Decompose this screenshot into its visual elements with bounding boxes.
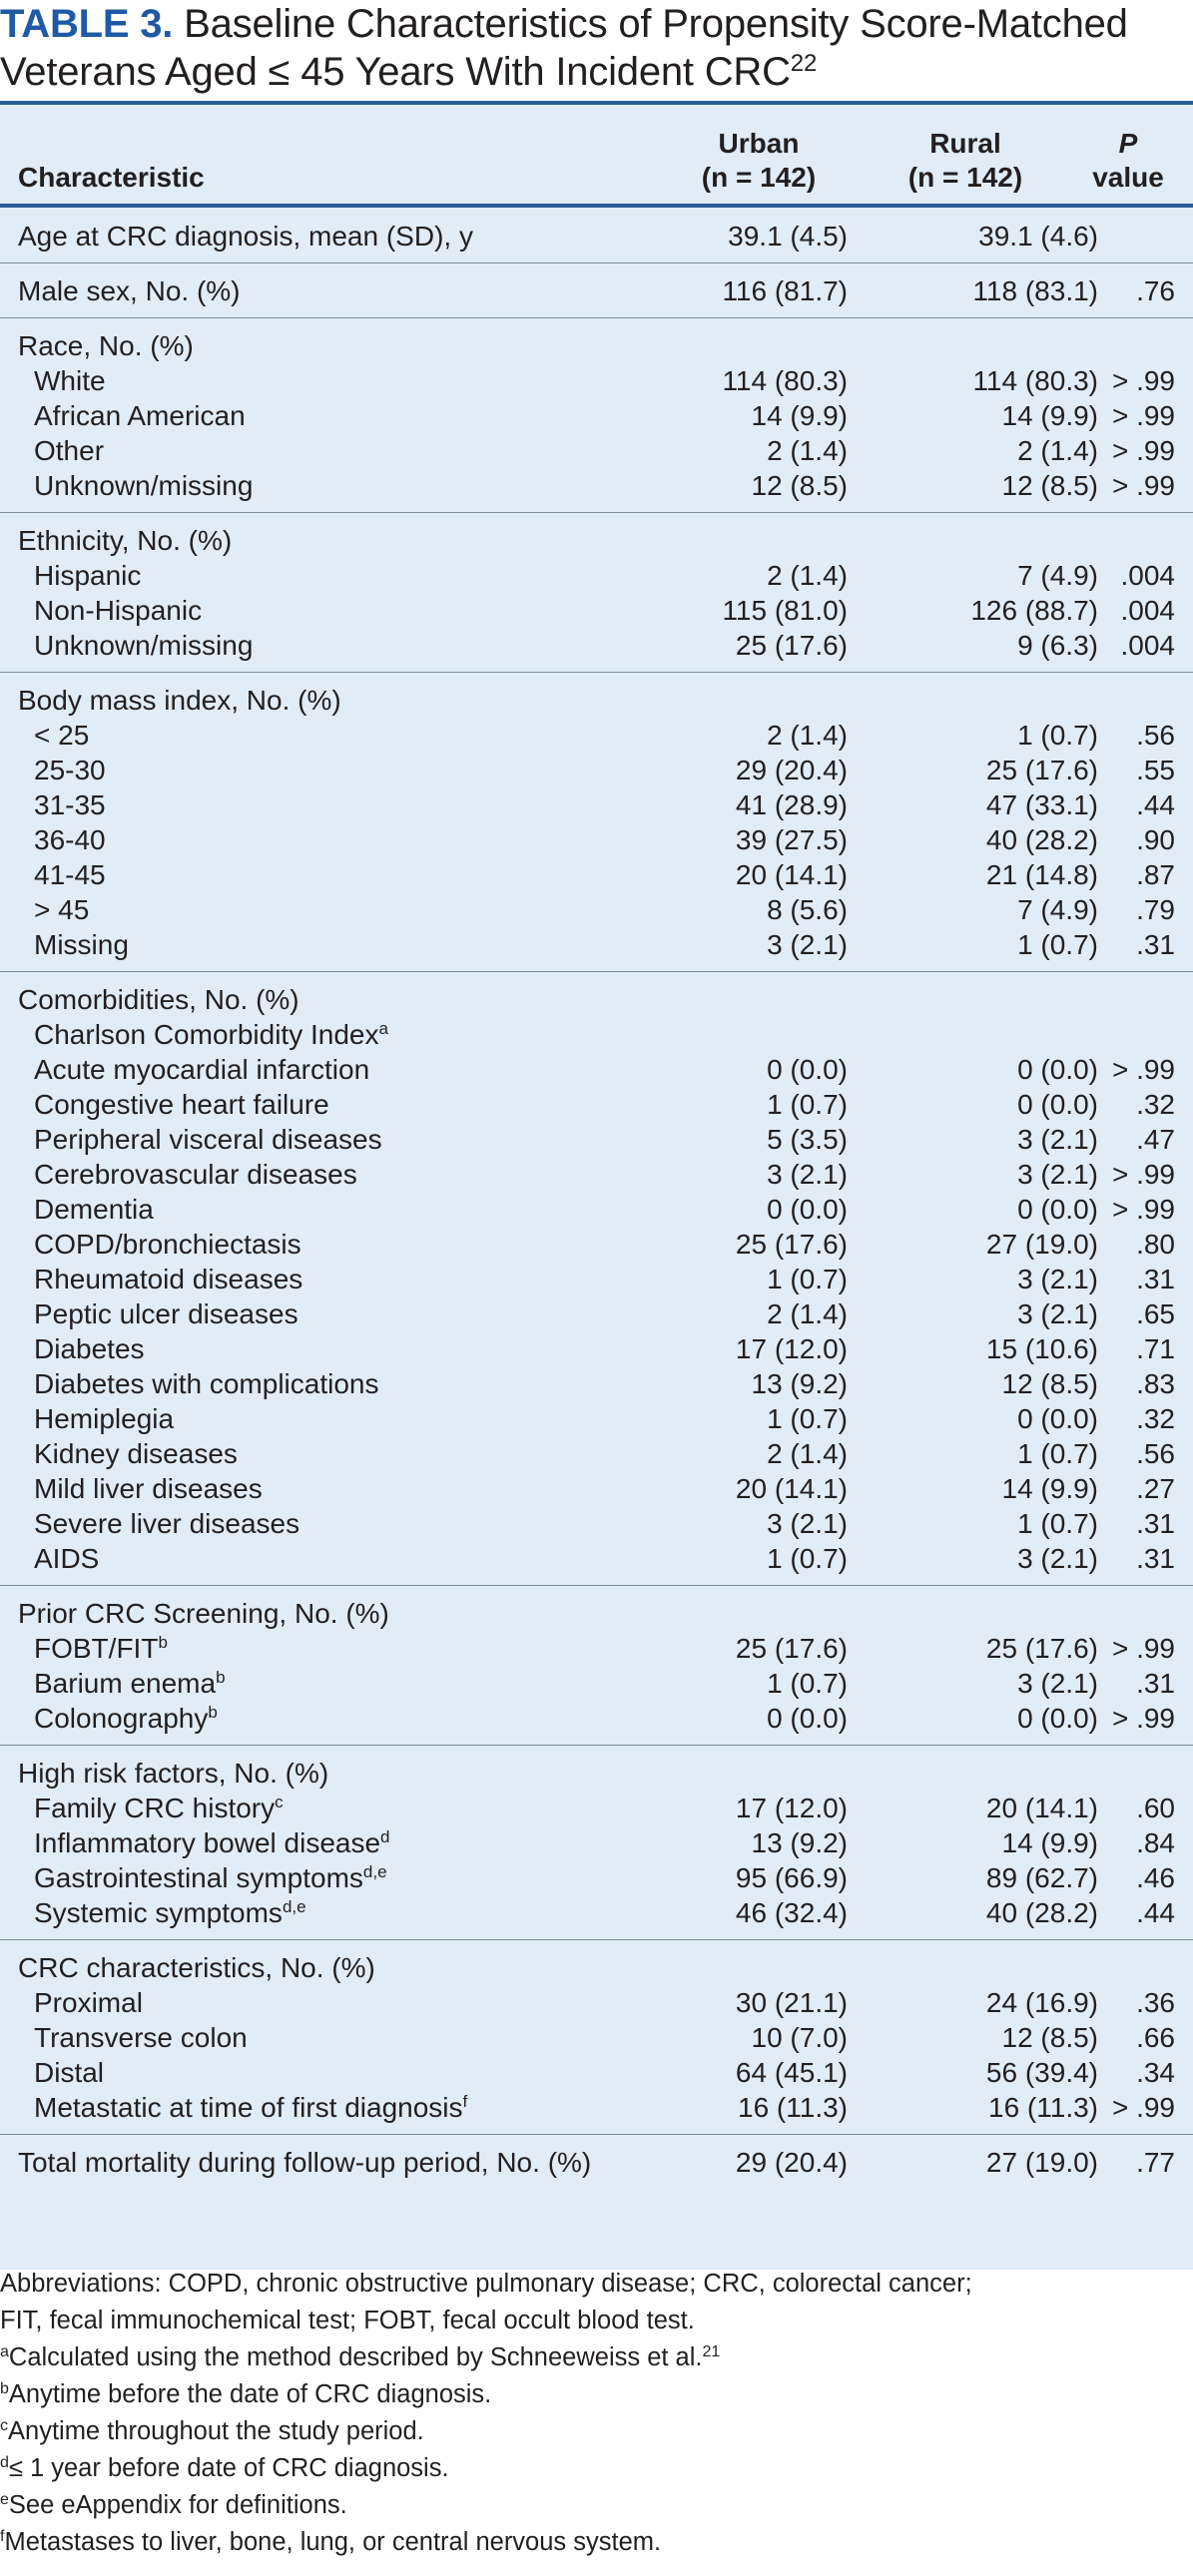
table-row [0, 1541, 1193, 1576]
row-label: Acute myocardial infarction [34, 1054, 370, 1085]
p-value: .56 [1136, 720, 1175, 751]
header-rural-label: Rural [929, 128, 1001, 159]
rural-value: 40 (28.2) [985, 1897, 1098, 1928]
rural-value: 2 (1.4) [1017, 435, 1098, 466]
urban-value: 2 (1.4) [767, 560, 848, 591]
rural-value: 39.1 (4.6) [978, 221, 1098, 252]
table-row [0, 892, 1193, 927]
urban-value: 0 (0.0) [767, 1703, 848, 1734]
table-section [0, 208, 1193, 263]
rural-value: 3 (2.1) [1017, 1159, 1098, 1190]
rural-value: 0 (0.0) [1017, 1403, 1098, 1434]
urban-value: 41 (28.9) [735, 789, 848, 820]
row-label: Gastrointestinal symptoms$^{d,e}$ [34, 1862, 387, 1893]
rural-value: 114 (80.3) [972, 365, 1098, 396]
urban-value: 95 (66.9) [735, 1862, 848, 1893]
urban-value: 12 (8.5) [751, 470, 848, 501]
table-row [0, 628, 1193, 663]
row-label: Prior CRC Screening, No. (%) [18, 1598, 389, 1629]
rural-value: 12 (8.5) [1001, 1368, 1098, 1399]
row-label: 41-45 [34, 859, 106, 890]
table-row [0, 1436, 1193, 1471]
footnote-mark: d [0, 2454, 9, 2471]
data-table [0, 101, 1193, 2270]
p-value: .27 [1136, 1473, 1175, 1504]
rural-value: 89 (62.7) [985, 1862, 1098, 1893]
table-row [0, 1122, 1193, 1157]
footnote [0, 2413, 1193, 2450]
urban-value: 2 (1.4) [767, 1438, 848, 1469]
urban-value: 1 (0.7) [767, 1264, 848, 1294]
p-value: .44 [1136, 789, 1175, 820]
row-label: Body mass index, No. (%) [18, 685, 341, 716]
p-value: > .99 [1111, 365, 1175, 396]
row-label: Severe liver diseases [34, 1508, 300, 1539]
urban-value: 0 (0.0) [767, 1054, 848, 1085]
urban-value: 10 (7.0) [751, 2022, 848, 2053]
urban-value: 20 (14.1) [735, 859, 848, 890]
p-value: .80 [1136, 1229, 1175, 1260]
header-urban-n: (n = 142) [701, 162, 817, 193]
urban-value: 29 (20.4) [735, 755, 848, 785]
table-row [0, 2055, 1193, 2090]
footnote-text: Metastases to liver, bone, lung, or central nervous system. [4, 2528, 662, 2556]
table-row [0, 1950, 1193, 1985]
urban-value: 116 (81.7) [722, 275, 848, 306]
p-value: .87 [1136, 859, 1175, 890]
p-value: .76 [1136, 275, 1175, 306]
p-value: .34 [1136, 2057, 1175, 2088]
row-footnote-mark: d,e [282, 1897, 306, 1916]
urban-value: 3 (2.1) [767, 929, 848, 960]
p-value: .47 [1136, 1124, 1175, 1155]
p-value: .004 [1120, 630, 1175, 661]
urban-value: 2 (1.4) [767, 1298, 848, 1329]
urban-value: 14 (9.9) [751, 400, 848, 431]
footnote-mark: e [0, 2491, 9, 2508]
row-label: Family CRC history$^c$ [34, 1793, 284, 1823]
urban-value: 39 (27.5) [735, 824, 848, 855]
urban-value: 13 (9.2) [751, 1827, 848, 1858]
p-value: > .99 [1111, 470, 1175, 501]
table-section [0, 262, 1193, 318]
row-label: COPD/bronchiectasis [34, 1229, 301, 1260]
p-value: .31 [1136, 929, 1175, 960]
table-row [0, 1860, 1193, 1895]
row-label: Colonography$^b$ [34, 1703, 218, 1734]
header-rural [866, 127, 1065, 195]
rural-value: 14 (9.9) [1001, 400, 1098, 431]
row-footnote-mark: b [158, 1633, 168, 1652]
row-label: Metastatic at time of first diagnosis$^f$ [34, 2092, 468, 2123]
table-section [0, 1585, 1193, 1746]
table-row [0, 927, 1193, 962]
table-row [0, 219, 1193, 254]
p-value: .55 [1136, 755, 1175, 785]
rural-value: 25 (17.6) [985, 1633, 1098, 1664]
urban-value: 3 (2.1) [767, 1508, 848, 1539]
abbreviations-line-1: Abbreviations: COPD, chronic obstructive pulmonary disease; CRC, colorectal cancer; [0, 2270, 972, 2298]
rural-value: 3 (2.1) [1017, 1298, 1098, 1329]
p-value: .31 [1136, 1264, 1175, 1294]
table-row [0, 1157, 1193, 1192]
rural-value: 47 (33.1) [985, 789, 1098, 820]
table-section [0, 1745, 1193, 1940]
row-footnote-mark: a [378, 1019, 388, 1038]
p-value: .84 [1136, 1827, 1175, 1858]
row-footnote-mark: b [208, 1703, 218, 1722]
row-label: 25-30 [34, 755, 106, 785]
footnote-mark: f [0, 2528, 5, 2545]
p-value: .32 [1136, 1089, 1175, 1120]
row-footnote-mark: f [462, 2092, 468, 2111]
footnote-text: Anytime throughout the study period. [8, 2417, 424, 2445]
header-p-value-label: value [1092, 162, 1164, 193]
table-row [0, 1401, 1193, 1436]
row-label: AIDS [34, 1543, 100, 1574]
header-p-label: P [1118, 128, 1138, 159]
rural-value: 7 (4.9) [1017, 894, 1098, 925]
urban-value: 64 (45.1) [735, 2057, 848, 2088]
row-footnote-mark: d,e [362, 1862, 387, 1881]
footnote [0, 2376, 1193, 2413]
row-label: Non-Hispanic [34, 595, 203, 626]
table-row [0, 433, 1193, 468]
urban-value: 2 (1.4) [767, 435, 848, 466]
rural-value: 27 (19.0) [985, 1229, 1098, 1260]
table-row [0, 328, 1193, 363]
row-label: Male sex, No. (%) [18, 275, 241, 306]
row-label: Charlson Comorbidity Index$^a$ [34, 1019, 388, 1050]
row-label: 31-35 [34, 789, 106, 820]
urban-value: 13 (9.2) [751, 1368, 848, 1399]
table-section [0, 971, 1193, 1586]
p-value: .31 [1136, 1543, 1175, 1574]
urban-value: 114 (80.3) [722, 365, 848, 396]
table-row [0, 468, 1193, 503]
p-value: .004 [1120, 595, 1175, 626]
rural-value: 24 (16.9) [985, 1987, 1098, 2018]
urban-value: 20 (14.1) [735, 1473, 848, 1504]
row-label: Hemiplegia [34, 1403, 175, 1434]
table-section [0, 1939, 1193, 2135]
footnote-mark: c [0, 2417, 8, 2434]
row-label: Hispanic [34, 560, 142, 591]
row-label: Unknown/missing [34, 470, 254, 501]
rural-value: 20 (14.1) [985, 1793, 1098, 1823]
p-value: > .99 [1111, 400, 1175, 431]
table-row [0, 683, 1193, 718]
urban-value: 5 (3.5) [767, 1124, 848, 1155]
row-label: > 45 [34, 894, 90, 925]
row-label: Total mortality during follow-up period, No. (%) [18, 2147, 592, 2178]
footnote-mark: b [0, 2380, 9, 2397]
urban-value: 2 (1.4) [767, 720, 848, 751]
rural-value: 1 (0.7) [1017, 1438, 1098, 1469]
rural-value: 0 (0.0) [1017, 1194, 1098, 1225]
p-value: .83 [1136, 1368, 1175, 1399]
row-label: Peptic ulcer diseases [34, 1298, 298, 1329]
row-label: Kidney diseases [34, 1438, 238, 1469]
table-row [0, 2145, 1193, 2180]
row-label: Congestive heart failure [34, 1089, 329, 1120]
rural-value: 15 (10.6) [985, 1333, 1098, 1364]
urban-value: 39.1 (4.5) [728, 221, 848, 252]
row-label: Ethnicity, No. (%) [18, 525, 233, 556]
rural-value: 1 (0.7) [1017, 720, 1098, 751]
table-row [0, 1052, 1193, 1087]
rural-value: 40 (28.2) [985, 824, 1098, 855]
row-label: Peripheral visceral diseases [34, 1124, 382, 1155]
table-section [0, 512, 1193, 673]
rural-value: 3 (2.1) [1017, 1124, 1098, 1155]
table-row [0, 1631, 1193, 1666]
table-label: TABLE 3. [0, 2, 174, 46]
p-value: .004 [1120, 560, 1175, 591]
table-row [0, 363, 1193, 398]
urban-value: 1 (0.7) [767, 1668, 848, 1699]
table-row [0, 982, 1193, 1017]
p-value: > .99 [1111, 2092, 1175, 2123]
rural-value: 3 (2.1) [1017, 1668, 1098, 1699]
rural-value: 3 (2.1) [1017, 1543, 1098, 1574]
rural-value: 25 (17.6) [985, 755, 1098, 785]
p-value: .77 [1136, 2147, 1175, 2178]
table-row [0, 1227, 1193, 1262]
row-footnote-mark: d [380, 1827, 390, 1846]
urban-value: 25 (17.6) [735, 630, 848, 661]
p-value: .36 [1136, 1987, 1175, 2018]
row-label: Distal [34, 2057, 105, 2088]
p-value: .44 [1136, 1897, 1175, 1928]
p-value: .60 [1136, 1793, 1175, 1823]
header-urban-label: Urban [718, 128, 800, 159]
p-value: > .99 [1111, 435, 1175, 466]
table-row [0, 1791, 1193, 1825]
row-label: Diabetes [34, 1333, 145, 1364]
title-reference: 22 [790, 50, 818, 77]
rural-value: 16 (11.3) [988, 2092, 1098, 2123]
rural-value: 1 (0.7) [1017, 929, 1098, 960]
row-label: < 25 [34, 720, 90, 751]
p-value: > .99 [1111, 1054, 1175, 1085]
footnote-text: See eAppendix for definitions. [8, 2491, 347, 2519]
footnote-text: Anytime before the date of CRC diagnosis. [8, 2380, 492, 2408]
row-label: Missing [34, 929, 129, 960]
table-row [0, 1756, 1193, 1791]
table-header [0, 105, 1193, 208]
row-label: Unknown/missing [34, 630, 254, 661]
row-label: Age at CRC diagnosis, mean (SD), y [18, 221, 473, 252]
footnotes [0, 2339, 1193, 2561]
rural-value: 7 (4.9) [1017, 560, 1098, 591]
rural-value: 0 (0.0) [1017, 1703, 1098, 1734]
urban-value: 1 (0.7) [767, 1089, 848, 1120]
table-row [0, 1666, 1193, 1701]
header-p-value [1073, 127, 1183, 195]
table-section [0, 2134, 1193, 2189]
row-label: Rheumatoid diseases [34, 1264, 303, 1294]
table-row [0, 1596, 1193, 1631]
table-row [0, 822, 1193, 857]
header-characteristic: Characteristic [18, 162, 205, 193]
row-label: 36-40 [34, 824, 106, 855]
footnote-reference: 21 [702, 2343, 721, 2360]
rural-value: 14 (9.9) [1001, 1473, 1098, 1504]
urban-value: 25 (17.6) [735, 1229, 848, 1260]
table-row [0, 1825, 1193, 1860]
table-row [0, 1017, 1193, 1052]
rural-value: 1 (0.7) [1017, 1508, 1098, 1539]
p-value: .46 [1136, 1862, 1175, 1893]
rural-value: 12 (8.5) [1001, 470, 1098, 501]
row-footnote-mark: b [216, 1668, 226, 1687]
rural-value: 3 (2.1) [1017, 1264, 1098, 1294]
table-row [0, 523, 1193, 558]
footnote [0, 2339, 1193, 2376]
table-notes [0, 2266, 1193, 2561]
urban-value: 1 (0.7) [767, 1543, 848, 1574]
table-row [0, 2090, 1193, 2125]
rural-value: 21 (14.8) [985, 859, 1098, 890]
p-value: > .99 [1111, 1703, 1175, 1734]
rural-value: 0 (0.0) [1017, 1089, 1098, 1120]
header-urban [659, 127, 859, 195]
row-footnote-mark: c [275, 1793, 284, 1811]
footnote [0, 2524, 1193, 2561]
p-value: .71 [1136, 1333, 1175, 1364]
row-label: Cerebrovascular diseases [34, 1159, 357, 1190]
p-value: > .99 [1111, 1194, 1175, 1225]
table-row [0, 718, 1193, 753]
table-row [0, 753, 1193, 787]
row-label: Dementia [34, 1194, 154, 1225]
table-title [0, 0, 1193, 96]
urban-value: 3 (2.1) [767, 1159, 848, 1190]
urban-value: 0 (0.0) [767, 1194, 848, 1225]
p-value: .90 [1136, 824, 1175, 855]
urban-value: 1 (0.7) [767, 1403, 848, 1434]
row-label: High risk factors, No. (%) [18, 1758, 329, 1789]
row-label: Inflammatory bowel disease$^d$ [34, 1827, 390, 1858]
table-row [0, 558, 1193, 593]
table-row [0, 787, 1193, 822]
p-value: .31 [1136, 1508, 1175, 1539]
row-label: FOBT/FIT$^b$ [34, 1633, 168, 1664]
urban-value: 115 (81.0) [722, 595, 848, 626]
abbreviations-line-2: FIT, fecal immunochemical test; FOBT, fecal occult blood test. [0, 2307, 695, 2334]
p-value: .66 [1136, 2022, 1175, 2053]
table-row [0, 1192, 1193, 1227]
row-label: Transverse colon [34, 2022, 248, 2053]
p-value: .31 [1136, 1668, 1175, 1699]
rural-value: 126 (88.7) [970, 595, 1098, 626]
urban-value: 46 (32.4) [735, 1897, 848, 1928]
urban-value: 29 (20.4) [735, 2147, 848, 2178]
table-row [0, 1262, 1193, 1296]
row-label: Comorbidities, No. (%) [18, 984, 299, 1015]
urban-value: 17 (12.0) [735, 1793, 848, 1823]
row-label: CRC characteristics, No. (%) [18, 1952, 375, 1983]
row-label: Diabetes with complications [34, 1368, 379, 1399]
footnote-mark: a [0, 2343, 9, 2360]
row-label: Barium enema$^b$ [34, 1668, 226, 1699]
p-value: .56 [1136, 1438, 1175, 1469]
table-row [0, 1296, 1193, 1331]
row-label: Systemic symptoms$^{d,e}$ [34, 1897, 306, 1928]
table-row [0, 1701, 1193, 1736]
table-row [0, 1331, 1193, 1366]
rural-value: 56 (39.4) [985, 2057, 1098, 2088]
urban-value: 17 (12.0) [735, 1333, 848, 1364]
urban-value: 8 (5.6) [767, 894, 848, 925]
rural-value: 0 (0.0) [1017, 1054, 1098, 1085]
table-row [0, 1506, 1193, 1541]
footnote [0, 2450, 1193, 2487]
urban-value: 25 (17.6) [735, 1633, 848, 1664]
rural-value: 14 (9.9) [1001, 1827, 1098, 1858]
footnote [0, 2487, 1193, 2524]
row-label: African American [34, 400, 246, 431]
table-row [0, 398, 1193, 433]
row-label: Race, No. (%) [18, 330, 194, 361]
table-row [0, 1985, 1193, 2020]
table-section [0, 317, 1193, 513]
row-label: Mild liver diseases [34, 1473, 263, 1504]
row-label: Proximal [34, 1987, 143, 2018]
rural-value: 12 (8.5) [1001, 2022, 1098, 2053]
table-section [0, 672, 1193, 972]
table-row [0, 273, 1193, 308]
table-row [0, 2020, 1193, 2055]
p-value: .79 [1136, 894, 1175, 925]
urban-value: 30 (21.1) [735, 1987, 848, 2018]
table-title-text: Baseline Characteristics of Propensity Score-Matched Veterans Aged ≤ 45 Years With Incident CRC [0, 2, 1128, 94]
table-row [0, 857, 1193, 892]
rural-value: 27 (19.0) [985, 2147, 1098, 2178]
urban-value: 16 (11.3) [738, 2092, 848, 2123]
header-rural-n: (n = 142) [907, 162, 1023, 193]
table-row [0, 1366, 1193, 1401]
rural-value: 9 (6.3) [1017, 630, 1098, 661]
footnote-text: ≤ 1 year before date of CRC diagnosis. [8, 2454, 449, 2482]
row-label: White [34, 365, 106, 396]
table-row [0, 593, 1193, 628]
p-value: > .99 [1111, 1159, 1175, 1190]
p-value: > .99 [1111, 1633, 1175, 1664]
row-label: Other [34, 435, 105, 466]
table-row [0, 1471, 1193, 1506]
footnote-text: Calculated using the method described by Schneeweiss et al. [8, 2343, 703, 2371]
table-row [0, 1087, 1193, 1122]
p-value: .32 [1136, 1403, 1175, 1434]
rural-value: 118 (83.1) [972, 275, 1098, 306]
p-value: .65 [1136, 1298, 1175, 1329]
table-row [0, 1895, 1193, 1930]
